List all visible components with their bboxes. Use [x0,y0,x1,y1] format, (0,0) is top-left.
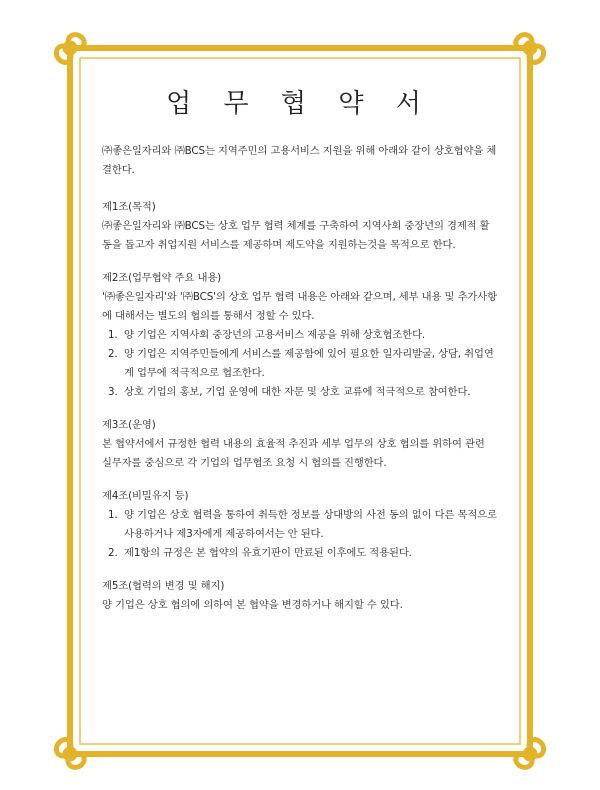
article-heading: 제2조(업무협약 주요 내용) [102,272,222,284]
article-4 [102,487,497,563]
agreement-document [102,89,497,629]
article-heading: 제1조(목적) [102,201,156,213]
list-item [108,326,497,345]
item-text: 양 기업은 상호 협력을 통하여 취득한 정보를 상대방의 사전 동의 없이 다른 목적으로 사용하거나 제3자에게 제공하여서는 안 된다. [124,509,497,540]
list-item [108,345,497,383]
article-body: ㈜좋은일자리와 ㈜BCS는 상호 업무 협력 체계를 구축하여 지역사회 중장년의 경제적 활동을 돕고자 취업지원 서비스를 제공하며 제도약을 지원하는것을 목적으로 한다. [102,220,490,251]
intro-paragraph: ㈜좋은일자리와 ㈜BCS는 지역주민의 고용서비스 지원을 위해 아래와 같이 상호협약을 체결한다. [102,145,497,176]
article-heading: 제4조(비밀유지 등) [102,490,189,502]
article-body: '㈜좋은일자리'와 '㈜BCS'의 상호 업무 협력 내용은 아래와 같으며, 세부 내용 및 추가사항에 대해서는 별도의 협의를 통해서 정할 수 있다. [102,291,497,322]
article-5 [102,577,497,615]
item-number: 1. [108,509,118,521]
article-heading: 제3조(운영) [102,419,156,431]
item-text: 제1항의 규정은 본 협약의 유효기판이 만료된 이후에도 적용된다. [124,547,412,559]
article-2 [102,269,497,402]
article-item-list [102,326,497,402]
article-1 [102,198,497,255]
article-3 [102,416,497,473]
item-number: 2. [108,348,118,360]
article-heading: 제5조(협력의 변경 및 해지) [102,580,225,592]
item-number: 3. [108,386,118,398]
item-text: 양 기업은 지역사회 중장년의 고용서비스 제공을 위해 상호협조한다. [124,329,426,341]
article-item-list [102,506,497,563]
item-text: 상호 기업의 홍보, 기업 운영에 대한 자문 및 상호 교류에 적극적으로 참여한다. [124,386,471,398]
item-text: 양 기업은 지역주민들에게 서비스를 제공함에 있어 필요한 일자리발굴, 상담, 취업연계 업무에 적극적으로 협조한다. [124,348,494,379]
list-item [108,506,497,544]
item-number: 2. [108,547,118,559]
item-number: 1. [108,329,118,341]
article-body: 양 기업은 상호 협의에 의하여 본 협약을 변경하거나 해지할 수 있다. [102,599,403,611]
document-title: 업 무 협 약 서 [166,89,433,119]
article-body: 본 협약서에서 규정한 협력 내용의 효율적 추진과 세부 업무의 상호 협의를 위하여 관련 실무자를 중심으로 각 기업의 업무협조 요청 시 협의를 진행한다. [102,438,485,469]
list-item [108,383,497,402]
list-item [108,544,497,563]
